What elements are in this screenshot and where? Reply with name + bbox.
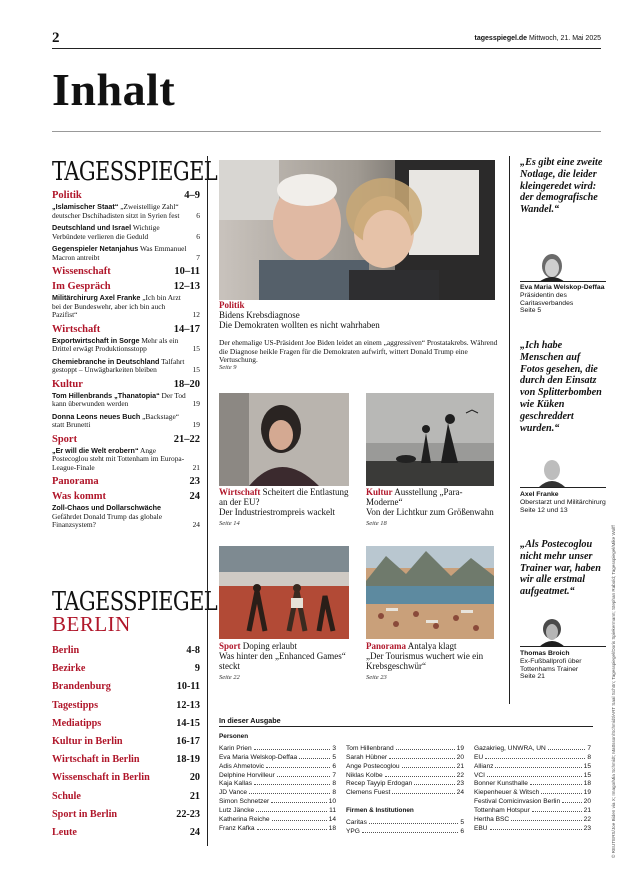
item-page: 19 — [192, 420, 200, 429]
index-name: Clemens Fuest — [346, 789, 391, 797]
quote-3: „Als Postecoglou nicht mehr unser Trainer war, haben wir alle erstmal aufgeatmet.“ — [520, 539, 601, 598]
index-name: Lutz Jäncke — [219, 807, 255, 815]
index-page: 3 — [332, 744, 336, 752]
section-name: Wirtschaft in Berlin — [52, 754, 140, 766]
section-item[interactable] — [52, 337, 200, 354]
main-story-section: Politik — [219, 300, 245, 310]
berlin-section[interactable] — [52, 791, 200, 809]
section-item[interactable] — [52, 203, 200, 220]
page-title: Inhalt — [52, 64, 176, 115]
panorama-photo[interactable] — [366, 546, 494, 639]
dot-leader — [254, 784, 330, 785]
index-page: 8 — [332, 789, 336, 797]
item-text: Was Emmanuel Macron antreibt — [52, 244, 187, 262]
section-pages: 20 — [189, 772, 200, 784]
quote-2-attribution — [520, 491, 608, 514]
section-name: Politik — [52, 190, 82, 201]
index-page: 5 — [332, 753, 336, 761]
section-pages: 10–11 — [174, 266, 200, 277]
index-rule — [219, 726, 593, 727]
index-column-2-firms — [346, 817, 464, 835]
index-page: 15 — [583, 762, 591, 770]
index-page: 18 — [328, 824, 336, 832]
index-entry — [346, 787, 464, 796]
quote-rule — [520, 487, 606, 488]
section-heading[interactable] — [52, 434, 200, 445]
item-page: 12 — [192, 310, 200, 319]
index-page: 10 — [328, 798, 336, 806]
quote-name: Axel Franke — [520, 491, 559, 498]
teaser-page: Seite 22 — [219, 673, 240, 681]
item-text: „Ich bin Arzt bei der Bundeswehr, aber ich bin auch Pazifist“ — [52, 293, 181, 319]
item-kicker: Gegenspieler Netanjahus — [52, 244, 139, 253]
quote-name: Thomas Broich — [520, 650, 570, 657]
dot-leader — [369, 823, 458, 824]
index-page: 15 — [583, 771, 591, 779]
dot-leader — [299, 758, 330, 759]
teaser-headline: Ausstellung „Para-Moderne“ — [366, 487, 463, 508]
index-entry — [346, 770, 464, 779]
index-name: EU — [474, 753, 484, 761]
index-page: 5 — [460, 818, 464, 826]
index-entry — [219, 770, 336, 779]
index-entry — [346, 761, 464, 770]
photo-credits: © REUTERS/Joe Biden via X; Imago/Mia Schmidt; Mattsson/Schmidt/ART Saal Schön; Tagesspiegel/Doris Spiekermann; Stephan Rabold; Tagesspiegel/Mike Wolff — [611, 525, 616, 858]
item-kicker: „Islamischer Staat“ — [52, 202, 119, 211]
section-name: Im Gespräch — [52, 281, 111, 292]
section-name: Kultur — [52, 378, 83, 390]
persons-heading: Personen — [219, 733, 249, 740]
main-story-lead: Der ehemalige US-Präsident Joe Biden leidet an einem „aggressiven“ Prostatakrebs. Während die Diagnose heikle Fragen für die Demokraten aufwirft, wittert Donald Trump eine Vertuschung. — [219, 338, 498, 365]
index-column-3 — [474, 743, 591, 832]
portrait-welskop-deffaa — [537, 252, 567, 282]
index-name: Adis Ahmetovic — [219, 762, 265, 770]
title-rule — [52, 131, 601, 132]
section-item[interactable] — [52, 245, 200, 262]
item-text: „Zweistellige Zahl“ deutscher Dschihadisten sitzt in Syrien fest — [52, 202, 180, 220]
index-entry — [346, 826, 464, 835]
index-entry — [474, 743, 591, 752]
teaser-text: Der Industriestrompreis wackelt — [219, 507, 335, 518]
section-pages: 14-15 — [176, 717, 200, 729]
berlin-section[interactable] — [52, 754, 200, 772]
section-pages: 22-23 — [176, 808, 200, 820]
index-entry — [346, 752, 464, 761]
quotes-divider — [509, 156, 510, 704]
index-page: 23 — [456, 780, 464, 788]
dot-leader — [511, 820, 581, 821]
index-entry — [346, 817, 464, 826]
item-text: Wichtige Verbündete verlieren die Geduld — [52, 223, 160, 241]
index-name: Franz Kafka — [219, 824, 255, 832]
section-item[interactable] — [52, 447, 200, 473]
item-page: 6 — [196, 210, 200, 220]
item-kicker: Militärchirurg Axel Franke — [52, 293, 141, 302]
quote-2: „Ich habe Menschen auf Fotos gesehen, die durch den Einsatz von Splitterbomben wie Küken geschreddert wurden.“ — [520, 340, 602, 434]
section-name: Sport — [52, 433, 78, 445]
item-page: 19 — [192, 399, 200, 408]
index-name: Tom Hillenbrand — [346, 744, 394, 752]
index-entry — [219, 752, 336, 761]
index-name: Allianz — [474, 762, 494, 770]
teaser-headline: Doping erlaubt — [242, 641, 298, 651]
item-page: 7 — [196, 252, 200, 262]
dot-leader — [362, 832, 458, 833]
section-pages: 10-11 — [176, 681, 200, 693]
dot-leader — [256, 811, 327, 812]
dot-leader — [257, 829, 327, 830]
dot-leader — [532, 811, 582, 812]
index-page: 18 — [583, 780, 591, 788]
teaser-text: Was hinter den „Enhanced Games“ steckt — [219, 651, 346, 672]
biden-photo[interactable] — [219, 160, 495, 300]
section-item[interactable] — [52, 294, 200, 320]
section-item[interactable] — [52, 413, 200, 430]
teaser-headline: Scheitert die Entlastung an der EU? — [219, 487, 349, 508]
dot-leader — [541, 793, 581, 794]
quote-role: Oberstarzt und Militärchirurg — [520, 498, 606, 506]
section-pages: 4-8 — [186, 645, 200, 656]
section-heading[interactable] — [52, 324, 200, 335]
dot-leader — [266, 767, 330, 768]
teaser-page: Seite 18 — [366, 519, 387, 527]
index-page: 19 — [583, 789, 591, 797]
index-page: 23 — [583, 824, 591, 832]
index-name: Caritas — [346, 818, 367, 826]
section-name: Wissenschaft — [52, 266, 111, 277]
index-page: 21 — [583, 807, 591, 815]
section-name: Bezirke — [52, 663, 86, 675]
index-entry — [474, 787, 591, 796]
main-story-subhead: Die Demokraten wollten es nicht wahrhaben — [219, 320, 380, 330]
section-pages: 9 — [194, 663, 200, 675]
wirtschaft-photo[interactable] — [219, 393, 349, 486]
index-name: Simon Schnetzer — [219, 798, 270, 806]
section-pages: 12–13 — [173, 281, 200, 292]
index-name: Kaja Kallas — [219, 780, 252, 788]
header-rule — [52, 48, 601, 49]
teaser-sport[interactable] — [219, 641, 355, 682]
berlin-section[interactable] — [52, 700, 200, 718]
index-name: Tottenham Hotspur — [474, 807, 530, 815]
index-entry — [219, 805, 336, 814]
item-text: Ange Postecoglou steht mit Tottenham im Europa-League-Finale — [52, 445, 185, 472]
dot-leader — [530, 784, 582, 785]
index-entry — [219, 787, 336, 796]
berlin-section[interactable] — [52, 736, 200, 754]
section-index — [52, 186, 200, 534]
item-page: 21 — [192, 462, 200, 472]
index-name: Hertha BSC — [474, 816, 510, 824]
dot-leader — [490, 829, 582, 830]
berlin-section[interactable] — [52, 772, 200, 790]
item-kicker: Tom Hillenbrands „Thanatopia“ — [52, 390, 160, 400]
section-name: Kultur in Berlin — [52, 735, 123, 747]
berlin-section-index — [52, 645, 200, 845]
index-entry — [474, 779, 591, 788]
page-number: 2 — [52, 30, 60, 46]
item-kicker: Exportwirtschaft in Sorge — [52, 335, 140, 345]
berlin-sub-masthead: BERLIN — [52, 612, 131, 636]
quote-role: Präsidentin des Caritasverbandes — [520, 291, 574, 307]
item-text: Der Tod kann überwunden werden — [52, 390, 186, 408]
dot-leader — [277, 776, 331, 777]
index-page: 19 — [456, 744, 464, 752]
berlin-section[interactable] — [52, 718, 200, 736]
quote-page: Seite 21 — [520, 673, 545, 681]
index-name: EBU — [474, 824, 488, 832]
section-pages: 12-13 — [176, 699, 200, 711]
section-pages: 24 — [189, 491, 200, 502]
dot-leader — [271, 802, 326, 803]
index-entry — [474, 796, 591, 805]
section-name: Berlin — [52, 645, 80, 656]
firms-heading: Firmen & Institutionen — [346, 807, 414, 814]
column-divider — [207, 156, 208, 846]
item-page: 15 — [192, 365, 200, 374]
dot-leader — [392, 793, 454, 794]
index-page: 8 — [332, 780, 336, 788]
index-page: 22 — [456, 771, 464, 779]
index-entry — [474, 814, 591, 823]
section-item[interactable] — [52, 392, 200, 409]
teaser-section: Panorama — [366, 641, 406, 651]
section-pages: 21–22 — [173, 433, 200, 445]
index-entry — [474, 761, 591, 770]
section-name: Mediatipps — [52, 717, 102, 729]
index-name: Katherina Reiche — [219, 816, 270, 824]
dot-leader — [548, 749, 586, 750]
index-name: Eva Maria Welskop-Deffaa — [219, 753, 298, 761]
section-name: Schule — [52, 790, 81, 802]
section-heading[interactable] — [52, 491, 200, 502]
section-item[interactable] — [52, 224, 200, 241]
index-entry — [219, 779, 336, 788]
index-entry — [346, 779, 464, 788]
teaser-page: Seite 23 — [366, 673, 387, 681]
index-page: 6 — [460, 827, 464, 835]
section-pages: 23 — [189, 476, 200, 487]
section-pages: 24 — [189, 826, 200, 838]
index-entry — [219, 814, 336, 823]
dot-leader — [495, 767, 581, 768]
dot-leader — [402, 767, 455, 768]
teaser-section: Sport — [219, 641, 241, 651]
item-text: Mehr als ein Drittel erwägt Produktionsstopp — [52, 335, 179, 353]
index-page: 20 — [583, 798, 591, 806]
dot-leader — [254, 749, 331, 750]
teaser-section: Wirtschaft — [219, 487, 261, 497]
section-pages: 21 — [189, 790, 200, 802]
section-item[interactable] — [52, 504, 200, 530]
section-name: Wirtschaft — [52, 323, 101, 335]
index-name: Gazakrieg, UNWRA, UN — [474, 744, 546, 752]
index-name: Bonner Kunsthalle — [474, 780, 528, 788]
dot-leader — [385, 776, 455, 777]
section-pages: 4–9 — [184, 190, 200, 201]
index-page: 14 — [328, 816, 336, 824]
berlin-section[interactable] — [52, 809, 200, 827]
item-kicker: Deutschland und Israel — [52, 223, 132, 232]
dot-leader — [414, 784, 454, 785]
section-item[interactable] — [52, 358, 200, 375]
index-page: 21 — [456, 762, 464, 770]
index-name: Delphine Horvilleur — [219, 771, 275, 779]
section-name: Brandenburg — [52, 681, 111, 693]
dot-leader — [487, 776, 582, 777]
teaser-kultur[interactable] — [366, 487, 498, 528]
section-name: Tagestipps — [52, 699, 99, 711]
sport-photo[interactable] — [219, 546, 349, 639]
index-page: 6 — [332, 762, 336, 770]
index-name: Sarah Hübner — [346, 753, 388, 761]
index-name: Karin Prien — [219, 744, 252, 752]
index-entry — [219, 796, 336, 805]
index-page: 8 — [587, 753, 591, 761]
section-heading[interactable] — [52, 281, 200, 292]
quote-1: „Es gibt eine zweite Notlage, die leider kleingeredet wird: der demografische Wandel.“ — [520, 157, 603, 216]
index-entry — [219, 761, 336, 770]
main-story-page: Seite 9 — [219, 364, 237, 371]
index-entry — [474, 752, 591, 761]
section-pages: 16-17 — [176, 735, 200, 747]
item-page: 6 — [196, 231, 200, 241]
section-pages: 18-19 — [176, 754, 200, 766]
index-entry — [474, 805, 591, 814]
index-title: In dieser Ausgabe — [219, 716, 281, 725]
berlin-section[interactable] — [52, 645, 200, 663]
berlin-section[interactable] — [52, 681, 200, 699]
teaser-headline: Antalya klagt — [407, 641, 457, 651]
teaser-section: Kultur — [366, 487, 393, 497]
item-kicker: „Er will die Welt erobern“ — [52, 445, 139, 455]
berlin-section[interactable] — [52, 663, 200, 681]
dot-leader — [249, 793, 330, 794]
index-entry — [474, 823, 591, 832]
portrait-franke — [537, 457, 567, 487]
quote-1-attribution — [520, 284, 608, 315]
section-pages: 18–20 — [173, 378, 200, 390]
item-text: Gefährdet Donald Trump das globale Finanzsystem? — [52, 511, 163, 529]
section-heading[interactable] — [52, 266, 200, 277]
dot-leader — [562, 802, 582, 803]
index-page: 7 — [332, 771, 336, 779]
index-name: YPG — [346, 827, 360, 835]
quote-3-attribution — [520, 650, 608, 681]
index-name: Recep Tayyip Erdogan — [346, 780, 413, 788]
section-heading[interactable] — [52, 190, 200, 201]
section-name: Was kommt — [52, 491, 106, 502]
item-page: 24 — [192, 520, 200, 529]
index-name: Niklas Kolbe — [346, 771, 383, 779]
tagesspiegel-masthead: TAGESSPIEGEL — [52, 156, 218, 186]
quote-page: Seite 12 und 13 — [520, 506, 568, 514]
teaser-panorama[interactable] — [366, 641, 498, 682]
section-name: Panorama — [52, 476, 99, 487]
section-name: Leute — [52, 826, 77, 838]
index-column-2 — [346, 743, 464, 796]
dot-leader — [389, 758, 455, 759]
item-text: „Backstage“ statt Brunetti — [52, 411, 180, 429]
index-page: 22 — [583, 816, 591, 824]
kultur-photo[interactable] — [366, 393, 494, 486]
item-kicker: Chemiebranche in Deutschland — [52, 356, 160, 366]
teaser-page: Seite 14 — [219, 519, 240, 527]
index-name: Kiepenheuer & Witsch — [474, 789, 540, 797]
teaser-text: „Der Tourismus wuchert wie ein Krebsgeschwür“ — [366, 651, 484, 672]
quote-name: Eva Maria Welskop-Deffaa — [520, 284, 605, 291]
section-name: Wissenschaft in Berlin — [52, 772, 150, 784]
index-entry — [219, 823, 336, 832]
index-page: 24 — [456, 789, 464, 797]
dot-leader — [272, 820, 327, 821]
index-page: 11 — [329, 807, 336, 815]
index-entry — [346, 743, 464, 752]
teaser-wirtschaft[interactable] — [219, 487, 355, 528]
section-heading[interactable] — [52, 379, 200, 390]
teaser-text: Von der Lichtkur zum Größenwahn — [366, 507, 494, 518]
quote-role: Ex-Fußballprofi über Tottenhams Trainer — [520, 657, 582, 673]
issue-date: Mittwoch, 21. Mai 2025 — [529, 35, 601, 42]
item-text: Talfahrt gestoppt – Unwägbarkeiten bleiben — [52, 356, 185, 374]
index-column-1 — [219, 743, 336, 832]
item-kicker: Zoll-Chaos und Dollarschwäche — [52, 503, 162, 512]
berlin-masthead: TAGESSPIEGEL — [52, 586, 218, 616]
berlin-section[interactable] — [52, 827, 200, 845]
index-name: VCI — [474, 771, 485, 779]
main-story-head[interactable] — [219, 300, 495, 330]
section-pages: 14–17 — [173, 323, 200, 335]
main-story-headline: Bidens Krebsdiagnose — [219, 310, 300, 320]
dot-leader — [396, 749, 455, 750]
index-entry — [474, 770, 591, 779]
index-name: Ange Postecoglou — [346, 762, 400, 770]
item-page: 15 — [192, 344, 200, 353]
dot-leader — [485, 758, 585, 759]
index-name: JD Vance — [219, 789, 248, 797]
header-info — [475, 35, 601, 42]
section-heading[interactable] — [52, 476, 200, 487]
index-name: Festival Comicinvasion Berlin — [474, 798, 561, 806]
index-page: 20 — [456, 753, 464, 761]
index-page: 7 — [587, 744, 591, 752]
item-kicker: Donna Leons neues Buch — [52, 411, 141, 421]
portrait-broich — [537, 617, 567, 647]
quote-page: Seite 5 — [520, 307, 542, 315]
index-entry — [219, 743, 336, 752]
section-name: Sport in Berlin — [52, 808, 118, 820]
site-name: tagesspiegel.de — [474, 35, 528, 42]
